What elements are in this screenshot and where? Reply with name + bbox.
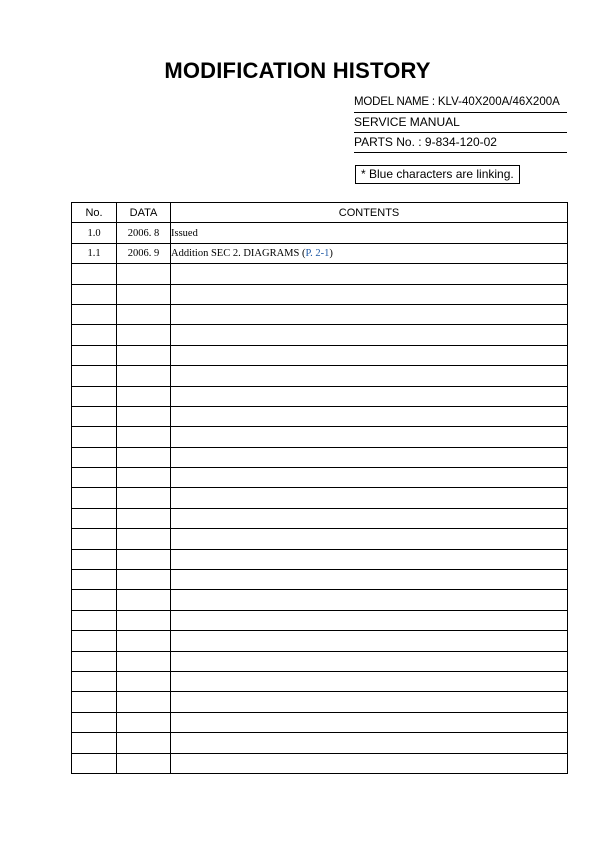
empty-cell (171, 264, 568, 284)
model-name-value: KLV-40X200A/46X200A (437, 96, 560, 108)
empty-cell (171, 406, 568, 426)
table-row-empty (72, 651, 568, 671)
row-contents (171, 243, 568, 263)
table-row-empty (72, 692, 568, 712)
table-row-empty (72, 610, 568, 630)
service-manual-row (354, 113, 567, 133)
parts-number-value: 9-834-120-02 (424, 135, 497, 149)
empty-cell (117, 651, 171, 671)
empty-cell (72, 610, 117, 630)
row-no: 1.1 (72, 243, 117, 263)
empty-cell (72, 345, 117, 365)
table-row-empty (72, 345, 568, 365)
page-title: MODIFICATION HISTORY (164, 58, 431, 83)
empty-cell (171, 345, 568, 365)
table-row-empty (72, 570, 568, 590)
table-row-empty (72, 529, 568, 549)
empty-cell (117, 631, 171, 651)
empty-cell (117, 488, 171, 508)
empty-cell (72, 325, 117, 345)
empty-cell (171, 590, 568, 610)
table-row-empty (72, 284, 568, 304)
empty-cell (72, 508, 117, 528)
empty-cell (171, 570, 568, 590)
empty-cell (72, 570, 117, 590)
empty-cell (171, 610, 568, 630)
model-name-row (354, 93, 567, 113)
empty-cell (171, 529, 568, 549)
empty-cell (117, 366, 171, 386)
table-row-empty (72, 631, 568, 651)
parts-number-label: PARTS No. : (354, 135, 425, 149)
table-row-empty (72, 508, 568, 528)
table-row-empty (72, 427, 568, 447)
empty-cell (117, 447, 171, 467)
table-row-empty (72, 753, 568, 773)
empty-cell (117, 508, 171, 528)
header-contents: CONTENTS (171, 203, 568, 223)
header-no: No. (72, 203, 117, 223)
empty-cell (72, 386, 117, 406)
empty-cell (171, 366, 568, 386)
empty-cell (171, 488, 568, 508)
empty-cell (117, 570, 171, 590)
empty-cell (117, 345, 171, 365)
link-note: * Blue characters are linking. (355, 165, 520, 184)
parts-number-row (354, 133, 567, 153)
empty-cell (72, 651, 117, 671)
table-row-empty (72, 447, 568, 467)
empty-cell (72, 284, 117, 304)
empty-cell (72, 590, 117, 610)
empty-cell (72, 488, 117, 508)
empty-cell (117, 753, 171, 773)
empty-cell (171, 753, 568, 773)
empty-cell (72, 733, 117, 753)
empty-cell (72, 366, 117, 386)
row-no: 1.0 (72, 223, 117, 243)
empty-cell (72, 427, 117, 447)
empty-cell (171, 733, 568, 753)
empty-cell (117, 386, 171, 406)
empty-cell (117, 733, 171, 753)
empty-cell (171, 692, 568, 712)
table-row-empty (72, 671, 568, 691)
table-row-empty (72, 488, 568, 508)
empty-cell (117, 549, 171, 569)
header-date: DATA (117, 203, 171, 223)
table-row-empty (72, 304, 568, 324)
empty-cell (171, 508, 568, 528)
empty-cell (117, 712, 171, 732)
empty-cell (117, 590, 171, 610)
empty-cell (117, 264, 171, 284)
empty-cell (117, 610, 171, 630)
service-manual-label: SERVICE MANUAL (354, 115, 460, 129)
row-contents-text: Addition SEC 2. DIAGRAMS ( (171, 247, 306, 259)
empty-cell (117, 325, 171, 345)
document-info (354, 93, 567, 153)
table-row-empty (72, 712, 568, 732)
empty-cell (72, 304, 117, 324)
table-row-empty (72, 549, 568, 569)
row-date: 2006. 8 (117, 223, 171, 243)
empty-cell (117, 468, 171, 488)
empty-cell (171, 712, 568, 732)
row-contents-suffix: ) (329, 247, 333, 259)
empty-cell (117, 406, 171, 426)
empty-cell (171, 447, 568, 467)
empty-cell (171, 284, 568, 304)
empty-cell (171, 325, 568, 345)
empty-cell (117, 427, 171, 447)
empty-cell (72, 712, 117, 732)
table-row-empty (72, 733, 568, 753)
row-contents (171, 223, 568, 243)
empty-cell (117, 671, 171, 691)
empty-cell (117, 304, 171, 324)
empty-cell (171, 304, 568, 324)
table-row (72, 243, 568, 263)
modification-history-table (71, 202, 568, 774)
row-contents-text: Issued (171, 227, 198, 239)
table-row-empty (72, 325, 568, 345)
empty-cell (72, 447, 117, 467)
table-row (72, 223, 568, 243)
table-row-empty (72, 406, 568, 426)
empty-cell (171, 671, 568, 691)
empty-cell (171, 549, 568, 569)
empty-cell (171, 631, 568, 651)
empty-cell (72, 671, 117, 691)
table-header-row (72, 203, 568, 223)
empty-cell (171, 427, 568, 447)
empty-cell (72, 529, 117, 549)
empty-cell (171, 386, 568, 406)
empty-cell (72, 631, 117, 651)
table-row-empty (72, 264, 568, 284)
table-row-empty (72, 366, 568, 386)
empty-cell (72, 264, 117, 284)
empty-cell (171, 468, 568, 488)
row-date: 2006. 9 (117, 243, 171, 263)
empty-cell (117, 692, 171, 712)
empty-cell (72, 549, 117, 569)
empty-cell (72, 406, 117, 426)
empty-cell (72, 468, 117, 488)
empty-cell (171, 651, 568, 671)
empty-cell (117, 284, 171, 304)
model-name-label: MODEL NAME : (354, 96, 438, 108)
empty-cell (72, 692, 117, 712)
empty-cell (72, 753, 117, 773)
page-link[interactable]: P. 2-1 (305, 247, 330, 259)
table-row-empty (72, 590, 568, 610)
table-row-empty (72, 386, 568, 406)
empty-cell (117, 529, 171, 549)
table-row-empty (72, 468, 568, 488)
